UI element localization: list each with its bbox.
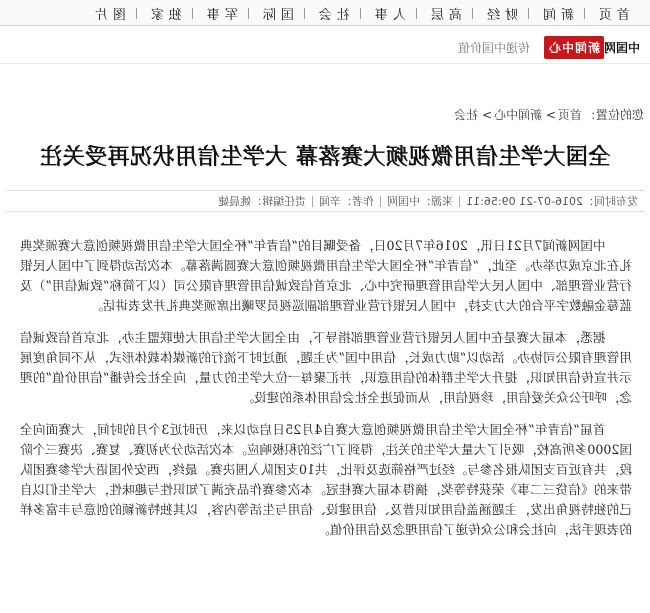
nav-photos[interactable]: 图片 — [89, 7, 126, 23]
nav-divider — [248, 8, 249, 19]
breadcrumb-home[interactable]: 首页 — [557, 108, 582, 122]
nav-divider — [192, 8, 193, 19]
brand-bar — [0, 30, 650, 64]
breadcrumb-prefix: 您的位置： — [583, 108, 644, 122]
article-paragraph: 据悉，本届大赛是在中国人民银行营业管理部指导下，由全国大学生信用大使联盟主办，北京首信致诚信用管理有限公司协办。活动以“助力成长，信用中国”为主题，通过时下流行的新媒体载体形式，从不同角度展示并宣传信用知识，提升大学生群体的信用意识，并汇聚每一位大学生的力量，向全社会传播“信用价值”的理念，呼吁公众关爱信用，珍视信用，从而促进全社会信用体系的建设。 — [20, 330, 632, 405]
nav-news[interactable]: 新闻 — [537, 7, 574, 23]
article-editor: 责任编辑：姚晨婕 — [218, 195, 307, 208]
article-headline: 全国大学生信用微视频大赛落幕 大学生信用状况再受关注 — [39, 145, 611, 170]
article-meta — [6, 190, 644, 212]
nav-divider — [584, 8, 585, 19]
nav-society[interactable]: 社会 — [313, 7, 350, 23]
nav-exclusive[interactable]: 独家 — [145, 7, 182, 23]
site-tagline: 传递中国价值 — [457, 40, 530, 55]
article-paragraph: 首届“信青年”杯全国大学生信用微视频创意大赛自4月25日启动以来，历时近3个月的时间，大赛面向全国2000多所高校，吸引了大量大学生的关注，得到了广泛的积极响应。本次活动分为初赛、复赛、决赛三个阶段，共有近百支团队报名参与。经过严格筛选及评比，共10支团队入围决赛。最终，西安外国语大学参赛团队带来的《信贷三二事》荣获特等奖，摘得本届大赛桂冠。本次参赛作品充满了知识性与趣味性，大学生们以自己的独特视角出发，主题涵盖信用知识普及、信用建设、信用与生活等内容，以其独特新颖的创意与丰富多样的表现手法，向社会和公众传递了信用理念及信用价值。 — [20, 422, 632, 537]
nav-divider — [472, 8, 473, 19]
nav-home[interactable]: 首页 — [593, 7, 630, 23]
meta-divider — [312, 196, 313, 207]
article-author: 作者：辛闻 — [319, 195, 375, 208]
nav-military[interactable]: 军事 — [201, 7, 238, 23]
article-body — [20, 236, 632, 552]
meta-divider — [380, 196, 381, 207]
nav-divider — [360, 8, 361, 19]
top-navigation — [0, 0, 650, 26]
logo-text: 中国网 — [603, 40, 640, 55]
nav-international[interactable]: 国际 — [257, 7, 294, 23]
nav-divider — [528, 8, 529, 19]
nav-divider — [136, 8, 137, 19]
nav-leaders[interactable]: 高层 — [425, 7, 462, 23]
nav-divider — [304, 8, 305, 19]
nav-divider — [416, 8, 417, 19]
publish-time: 发布时间：2016-07-21 09:56:11 — [466, 195, 638, 208]
breadcrumb — [454, 106, 644, 123]
article-paragraph: 中国网新闻7月21日讯，2016年7月20日，备受瞩目的“信青年”杯全国大学生信用微视频创意大赛颁奖典礼在北京成功举办。至此，“信青年”杯全国大学生信用微视频创意大赛圆满落幕。本次活动得到了中国人民银行营业管理部、中国人民大学信用管理研究中心、北京首信致诚信用管理有限公司（以下简称“致诚信用”）及蓝莓金融数字平台的大力支持，中国人民银行营业管理部副巡视员罗曦出席颁奖典礼并发表讲话。 — [20, 238, 632, 313]
site-logo[interactable] — [458, 36, 644, 58]
logo-mark: 新闻中心 — [544, 36, 604, 59]
article-source: 来源：中国网 — [387, 195, 454, 208]
breadcrumb-news-center[interactable]: > 新闻中心 — [494, 108, 556, 122]
nav-personnel[interactable]: 人事 — [369, 7, 406, 23]
breadcrumb-society[interactable]: > 社会 — [454, 108, 493, 122]
meta-divider — [459, 196, 460, 207]
nav-finance[interactable]: 财经 — [481, 7, 518, 23]
